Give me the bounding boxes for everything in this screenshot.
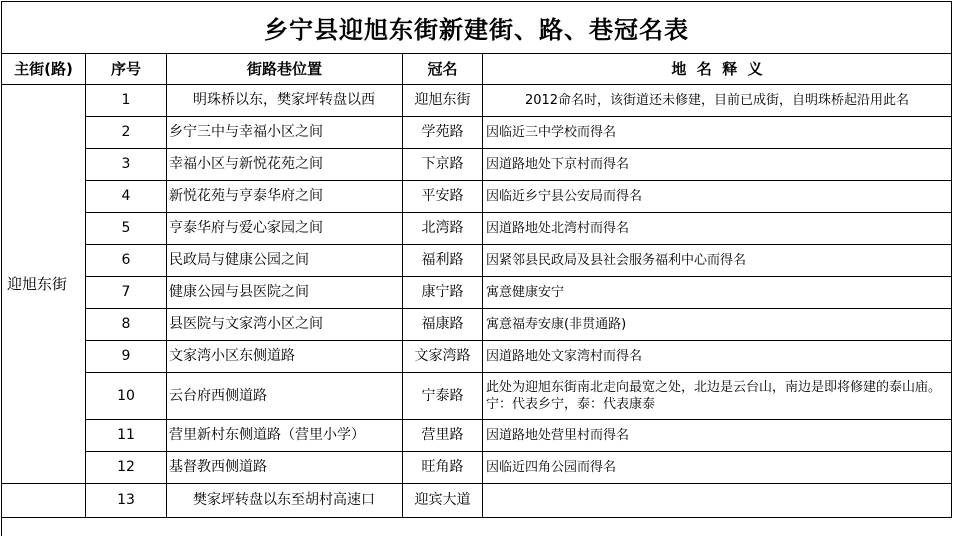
location-cell: 健康公园与县医院之间 <box>167 277 403 309</box>
header-meaning: 地 名 释 义 <box>483 54 952 85</box>
table-row <box>2 213 952 245</box>
location-cell: 亨泰华府与爱心家园之间 <box>167 213 403 245</box>
naming-table <box>1 53 952 518</box>
name-cell: 福利路 <box>403 245 483 277</box>
meaning-cell: 因道路地处营里村而得名 <box>483 420 952 452</box>
table-row <box>2 245 952 277</box>
name-cell: 学苑路 <box>403 117 483 149</box>
table-row <box>2 373 952 420</box>
name-cell: 迎宾大道 <box>403 484 483 518</box>
seq-cell: 12 <box>86 452 167 484</box>
table-row <box>2 277 952 309</box>
name-cell: 文家湾路 <box>403 341 483 373</box>
meaning-cell: 因临近三中学校而得名 <box>483 117 952 149</box>
table-row <box>2 117 952 149</box>
header-row <box>2 54 952 85</box>
table-row <box>2 452 952 484</box>
name-cell: 旺角路 <box>403 452 483 484</box>
name-cell: 平安路 <box>403 181 483 213</box>
name-cell: 迎旭东街 <box>403 85 483 117</box>
table-row <box>2 341 952 373</box>
header-seq: 序号 <box>86 54 167 85</box>
location-cell: 樊家坪转盘以东至胡村高速口 <box>167 484 403 518</box>
location-cell: 县医院与文家湾小区之间 <box>167 309 403 341</box>
main-street-cell: 迎旭东街 <box>2 85 86 484</box>
location-cell: 营里新村东侧道路（营里小学） <box>167 420 403 452</box>
seq-cell: 5 <box>86 213 167 245</box>
table-row <box>2 309 952 341</box>
table-row <box>2 484 952 518</box>
seq-cell: 4 <box>86 181 167 213</box>
name-cell: 康宁路 <box>403 277 483 309</box>
naming-table-sheet <box>1 1 952 536</box>
name-cell: 北湾路 <box>403 213 483 245</box>
main-street-empty-cell <box>2 484 86 518</box>
name-cell: 下京路 <box>403 149 483 181</box>
table-row <box>2 181 952 213</box>
location-cell: 幸福小区与新悦花苑之间 <box>167 149 403 181</box>
seq-cell: 9 <box>86 341 167 373</box>
table-row <box>2 420 952 452</box>
seq-cell: 6 <box>86 245 167 277</box>
location-cell: 新悦花苑与亨泰华府之间 <box>167 181 403 213</box>
meaning-cell: 寓意福寿安康(非贯通路) <box>483 309 952 341</box>
meaning-cell: 此处为迎旭东街南北走向最宽之处，北边是云台山，南边是即将修建的泰山庙。宁：代表乡宁，泰：代表康泰 <box>483 373 952 420</box>
meaning-cell: 因道路地处文家湾村而得名 <box>483 341 952 373</box>
meaning-cell: 寓意健康安宁 <box>483 277 952 309</box>
meaning-cell <box>483 484 952 518</box>
table-title: 乡宁县迎旭东街新建街、路、巷冠名表 <box>2 2 952 54</box>
name-cell: 福康路 <box>403 309 483 341</box>
meaning-cell: 因道路地处北湾村而得名 <box>483 213 952 245</box>
header-name: 冠名 <box>403 54 483 85</box>
seq-cell: 11 <box>86 420 167 452</box>
seq-cell: 7 <box>86 277 167 309</box>
meaning-cell: 因道路地处下京村而得名 <box>483 149 952 181</box>
location-cell: 明珠桥以东，樊家坪转盘以西 <box>167 85 403 117</box>
location-cell: 民政局与健康公园之间 <box>167 245 403 277</box>
meaning-cell: 因临近乡宁县公安局而得名 <box>483 181 952 213</box>
seq-cell: 2 <box>86 117 167 149</box>
name-cell: 宁泰路 <box>403 373 483 420</box>
seq-cell: 3 <box>86 149 167 181</box>
location-cell: 乡宁三中与幸福小区之间 <box>167 117 403 149</box>
header-main-street: 主街(路) <box>2 54 86 85</box>
seq-cell: 13 <box>86 484 167 518</box>
seq-cell: 1 <box>86 85 167 117</box>
name-cell: 营里路 <box>403 420 483 452</box>
location-cell: 基督教西侧道路 <box>167 452 403 484</box>
location-cell: 云台府西侧道路 <box>167 373 403 420</box>
seq-cell: 10 <box>86 373 167 420</box>
seq-cell: 8 <box>86 309 167 341</box>
table-row <box>2 85 952 117</box>
header-location: 街路巷位置 <box>167 54 403 85</box>
location-cell: 文家湾小区东侧道路 <box>167 341 403 373</box>
table-row <box>2 149 952 181</box>
meaning-cell: 因临近四角公园而得名 <box>483 452 952 484</box>
meaning-cell: 2012命名时，该街道还未修建，目前已成街，自明珠桥起沿用此名 <box>483 85 952 117</box>
meaning-cell: 因紧邻县民政局及县社会服务福利中心而得名 <box>483 245 952 277</box>
